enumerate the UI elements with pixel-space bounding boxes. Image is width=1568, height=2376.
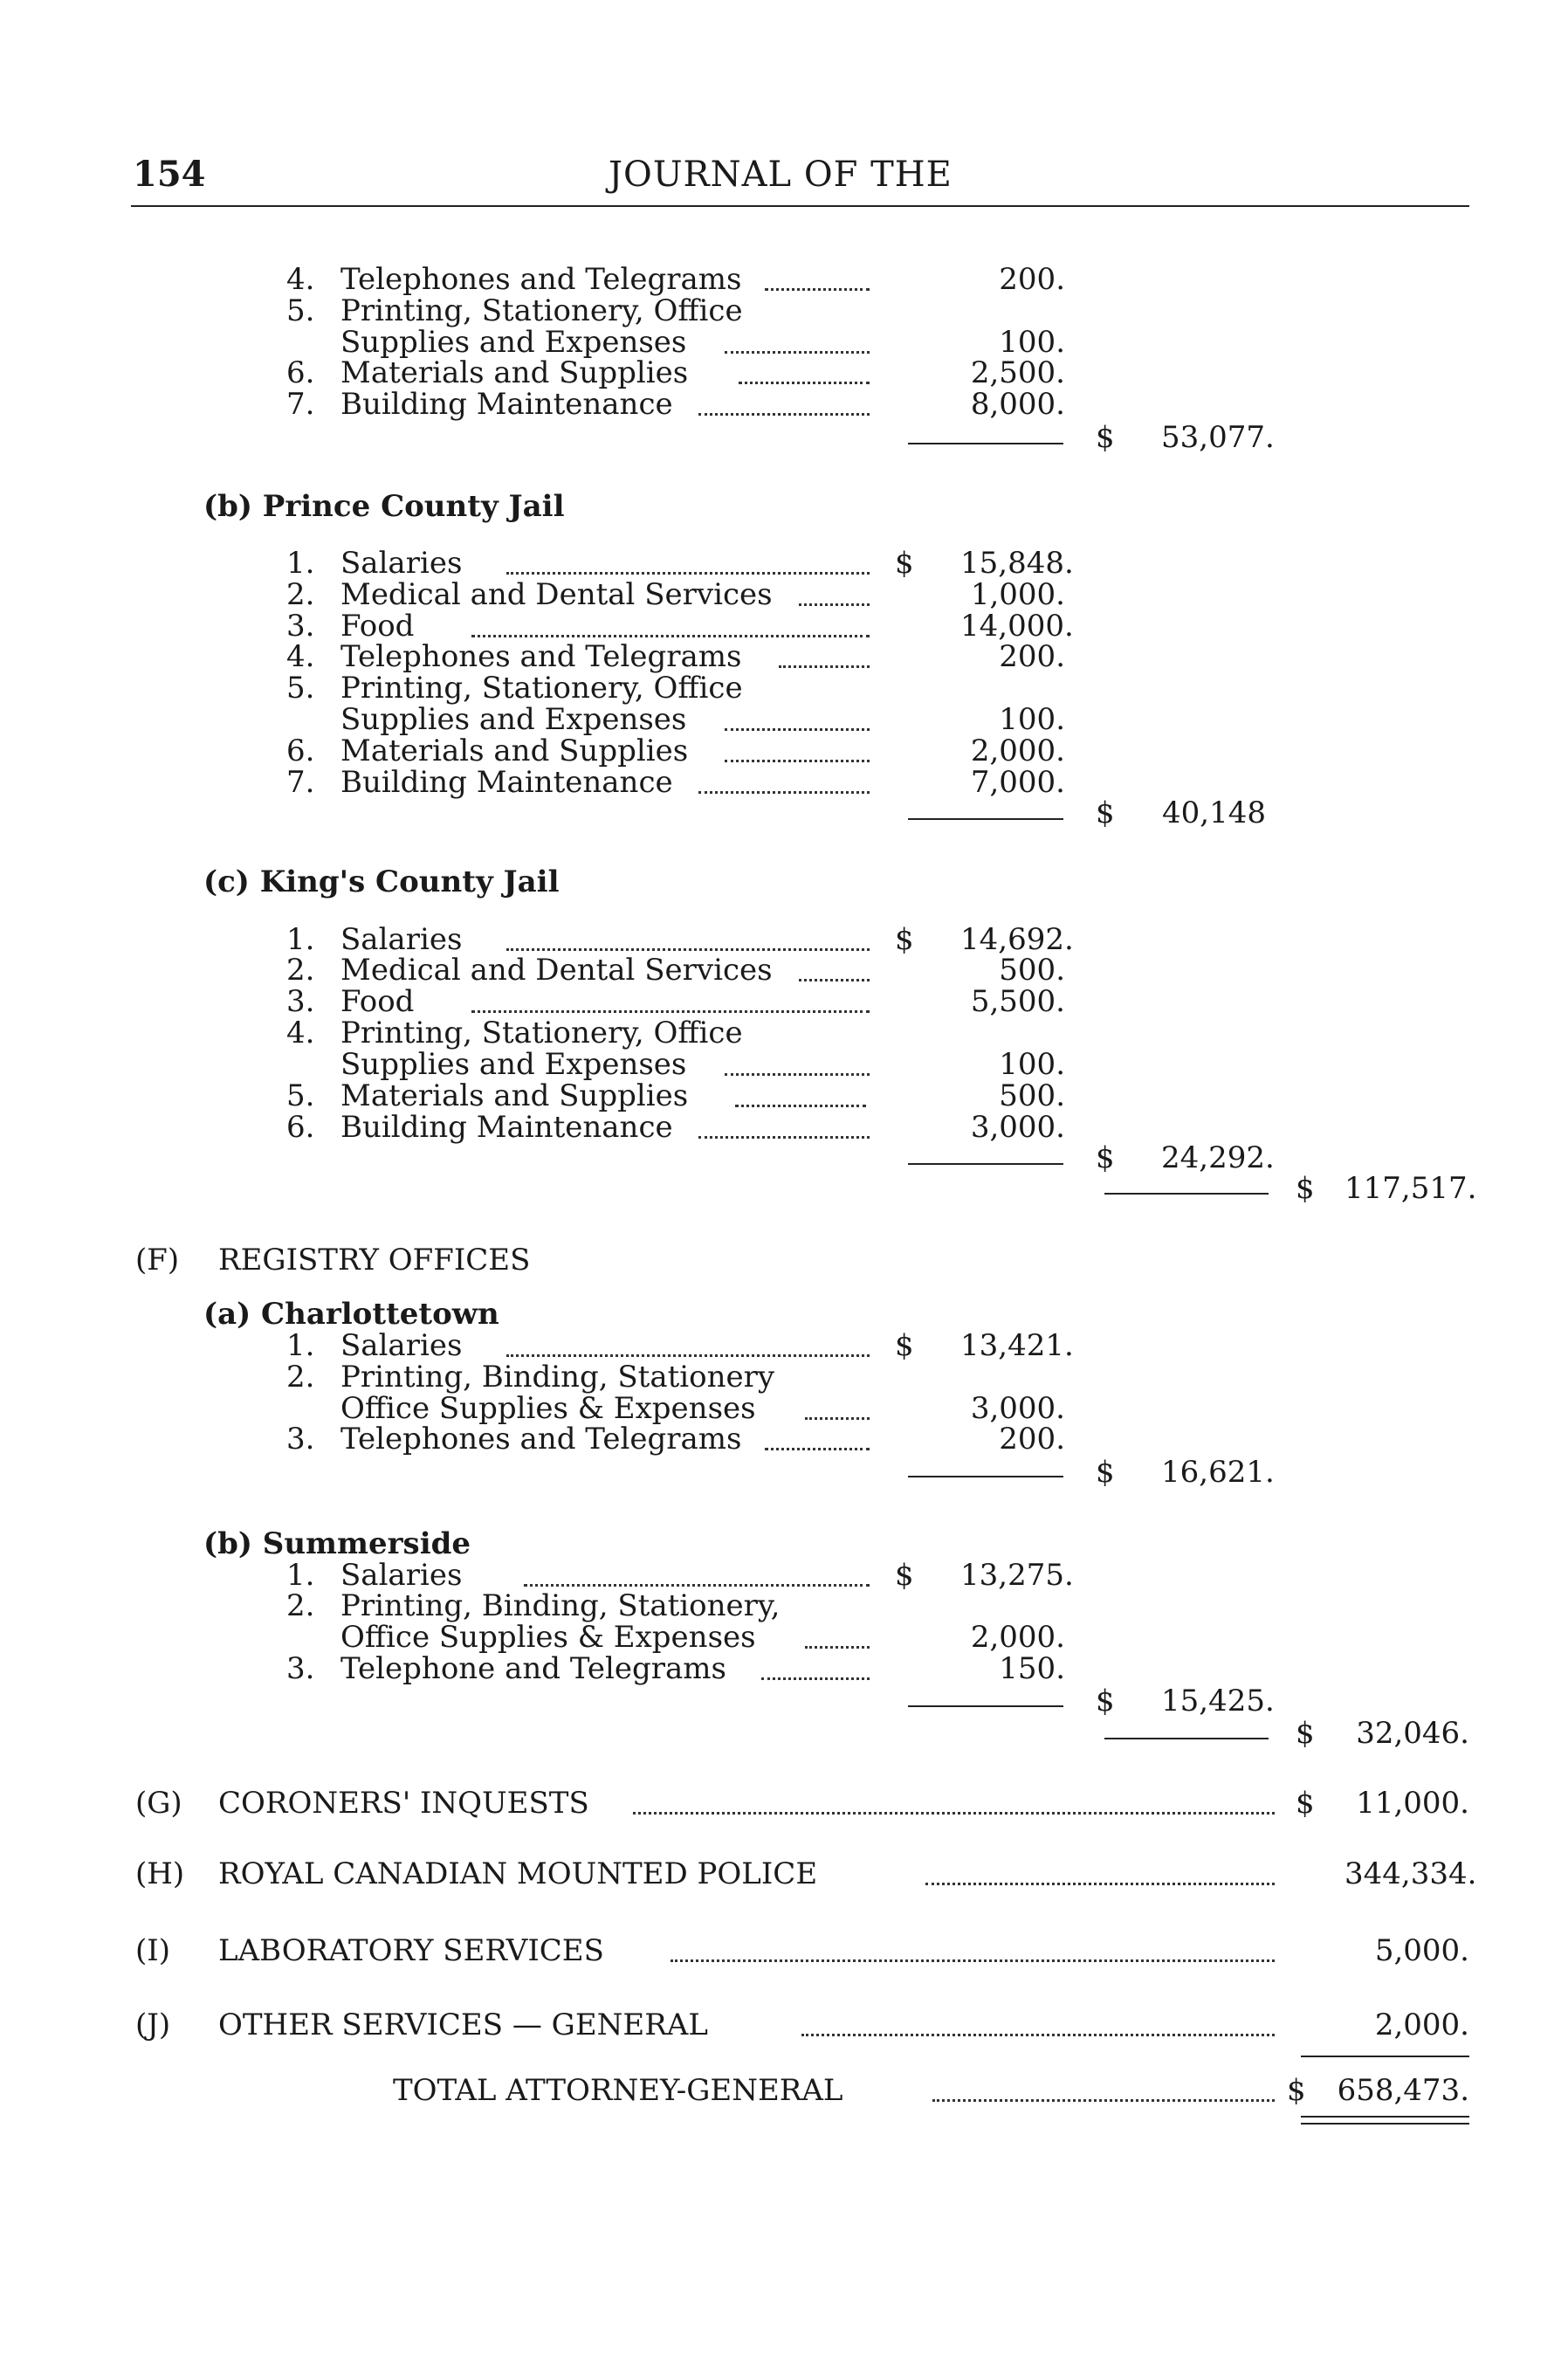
subtotal-rule (908, 443, 1063, 444)
item-number: 6. (286, 733, 315, 768)
leader-dots (799, 979, 870, 981)
item-number: 2. (286, 1360, 315, 1395)
item-amount: 15,848. (960, 546, 1074, 581)
item-amount: 500. (999, 953, 1065, 988)
item-amount: 2,000. (970, 733, 1065, 768)
item-number: 1. (286, 922, 315, 957)
leader-dots (633, 1812, 1275, 1815)
section-letter: (F) (135, 1243, 180, 1278)
item-label: Materials and Supplies (340, 1078, 689, 1113)
item-number: 3. (286, 1651, 315, 1686)
item-label: Printing, Stationery, Office (340, 1016, 743, 1050)
section-amount: 11,000. (1356, 1786, 1469, 1821)
subtotal-amount: 16,621. (1161, 1455, 1275, 1490)
item-number: 4. (286, 262, 315, 297)
item-label: Telephones and Telegrams (340, 639, 742, 674)
item-number: 5. (286, 293, 315, 328)
leader-dots (735, 1105, 866, 1107)
item-label: Printing, Binding, Stationery, (340, 1588, 781, 1623)
total-rule (1104, 1193, 1269, 1195)
leader-dots (698, 1136, 870, 1139)
header-rule (131, 205, 1469, 207)
group-total-amount: 32,046. (1356, 1716, 1469, 1751)
section-title: REGISTRY OFFICES (218, 1243, 531, 1278)
item-number: 7. (286, 765, 315, 800)
dollar-sign: $ (895, 546, 914, 581)
item-amount: 100. (999, 325, 1065, 360)
leader-dots (805, 1417, 870, 1420)
item-amount: 13,275. (960, 1558, 1074, 1593)
item-number: 1. (286, 1328, 315, 1363)
section-title: (b) Prince County Jail (203, 489, 565, 524)
item-amount: 2,500. (970, 355, 1065, 390)
item-amount: 200. (999, 262, 1065, 297)
leader-dots (471, 635, 870, 637)
section-letter: (G) (135, 1786, 182, 1821)
leader-dots (506, 572, 870, 575)
total-amount: 658,473. (1337, 2073, 1469, 2108)
section-amount: 2,000. (1374, 2008, 1469, 2042)
item-number: 5. (286, 671, 315, 706)
section-title: (c) King's County Jail (203, 864, 560, 899)
item-number: 7. (286, 387, 315, 422)
running-title: JOURNAL OF THE (609, 155, 952, 195)
item-amount: 3,000. (970, 1110, 1065, 1145)
dollar-sign: $ (1096, 1684, 1115, 1718)
section-amount: 344,334. (1344, 1856, 1477, 1891)
group-total-amount: 117,517. (1344, 1171, 1477, 1206)
section-amount: 5,000. (1374, 1933, 1469, 1968)
item-number: 5. (286, 1078, 315, 1113)
leader-dots (725, 760, 870, 762)
item-amount: 8,000. (970, 387, 1065, 422)
item-amount: 2,000. (970, 1620, 1065, 1655)
item-label: Telephones and Telegrams (340, 1422, 742, 1457)
item-amount: 13,421. (960, 1328, 1074, 1363)
leader-dots (765, 1448, 870, 1450)
leader-dots (725, 1073, 870, 1076)
item-number: 4. (286, 1016, 315, 1050)
item-number: 2. (286, 1588, 315, 1623)
total-rule (1104, 1738, 1269, 1739)
item-amount: 200. (999, 1422, 1065, 1457)
section-title: OTHER SERVICES — GENERAL (218, 2008, 708, 2042)
section-letter: (J) (135, 2008, 171, 2042)
subtotal-rule (908, 1163, 1063, 1165)
item-amount: 200. (999, 639, 1065, 674)
item-amount: 150. (999, 1651, 1065, 1686)
item-label: Materials and Supplies (340, 733, 689, 768)
item-number: 6. (286, 355, 315, 390)
leader-dots (761, 1677, 870, 1680)
item-label-continued: Supplies and Expenses (340, 702, 687, 737)
item-number: 3. (286, 984, 315, 1019)
subtotal-amount: 53,077. (1161, 420, 1275, 455)
leader-dots (801, 2034, 1275, 2036)
item-label: Telephone and Telegrams (340, 1651, 726, 1686)
subsection-title: (b) Summerside (203, 1526, 471, 1561)
dollar-sign: $ (1096, 1455, 1115, 1490)
leader-dots (765, 288, 870, 291)
item-label: Salaries (340, 1558, 463, 1593)
leader-dots (932, 2099, 1275, 2102)
leader-dots (779, 665, 870, 668)
subtotal-rule (908, 1705, 1063, 1707)
leader-dots (671, 1959, 1275, 1962)
item-amount: 7,000. (970, 765, 1065, 800)
item-label: Salaries (340, 546, 463, 581)
item-number: 1. (286, 1558, 315, 1593)
item-number: 2. (286, 577, 315, 612)
leader-dots (698, 791, 870, 794)
item-number: 3. (286, 1422, 315, 1457)
total-label: TOTAL ATTORNEY-GENERAL (393, 2073, 843, 2108)
item-amount: 100. (999, 702, 1065, 737)
item-label-continued: Office Supplies & Expenses (340, 1620, 756, 1655)
item-label: Telephones and Telegrams (340, 262, 742, 297)
item-number: 2. (286, 953, 315, 988)
item-label: Printing, Stationery, Office (340, 293, 743, 328)
subtotal-amount: 24,292. (1161, 1140, 1275, 1175)
item-label: Printing, Stationery, Office (340, 671, 743, 706)
dollar-sign: $ (895, 922, 914, 957)
item-label: Medical and Dental Services (340, 577, 773, 612)
item-label: Food (340, 984, 415, 1019)
item-amount: 14,000. (960, 609, 1074, 644)
item-label-continued: Supplies and Expenses (340, 1047, 687, 1082)
page-number: 154 (133, 154, 206, 195)
subtotal-rule (908, 818, 1063, 820)
item-number: 6. (286, 1110, 315, 1145)
item-label: Medical and Dental Services (340, 953, 773, 988)
section-letter: (I) (135, 1933, 170, 1968)
dollar-sign: $ (1296, 1171, 1315, 1206)
item-label: Food (340, 609, 415, 644)
item-amount: 14,692. (960, 922, 1074, 957)
dollar-sign: $ (1096, 420, 1115, 455)
dollar-sign: $ (1096, 795, 1115, 830)
leader-dots (725, 728, 870, 731)
leader-dots (725, 351, 870, 354)
subtotal-amount: 40,148 (1162, 795, 1266, 830)
section-letter: (H) (135, 1856, 185, 1891)
dollar-sign: $ (895, 1328, 914, 1363)
item-amount: 3,000. (970, 1391, 1065, 1426)
item-label: Building Maintenance (340, 1110, 673, 1145)
item-label: Building Maintenance (340, 765, 673, 800)
leader-dots (471, 1010, 870, 1013)
item-amount: 1,000. (970, 577, 1065, 612)
item-label: Salaries (340, 1328, 463, 1363)
double-rule-bottom (1301, 2123, 1469, 2125)
leader-dots (925, 1883, 1275, 1885)
section-title: CORONERS' INQUESTS (218, 1786, 589, 1821)
leader-dots (698, 413, 870, 416)
item-label: Printing, Binding, Stationery (340, 1360, 775, 1395)
item-number: 3. (286, 609, 315, 644)
section-title: LABORATORY SERVICES (218, 1933, 604, 1968)
item-label-continued: Office Supplies & Expenses (340, 1391, 756, 1426)
item-number: 1. (286, 546, 315, 581)
item-label-continued: Supplies and Expenses (340, 325, 687, 360)
section-title: ROYAL CANADIAN MOUNTED POLICE (218, 1856, 818, 1891)
subtotal-rule (908, 1476, 1063, 1477)
dollar-sign: $ (1287, 2073, 1306, 2108)
item-label: Materials and Supplies (340, 355, 689, 390)
item-label: Salaries (340, 922, 463, 957)
double-rule-top (1301, 2116, 1469, 2118)
leader-dots (506, 948, 870, 951)
item-amount: 500. (999, 1078, 1065, 1113)
leader-dots (739, 382, 870, 384)
item-number: 4. (286, 639, 315, 674)
dollar-sign: $ (1296, 1716, 1315, 1751)
item-label: Building Maintenance (340, 387, 673, 422)
leader-dots (506, 1354, 870, 1357)
total-rule (1301, 2056, 1469, 2057)
subsection-title: (a) Charlottetown (203, 1297, 499, 1332)
item-amount: 5,500. (970, 984, 1065, 1019)
dollar-sign: $ (1296, 1786, 1315, 1821)
subtotal-amount: 15,425. (1161, 1684, 1275, 1718)
leader-dots (799, 603, 870, 606)
dollar-sign: $ (895, 1558, 914, 1593)
item-amount: 100. (999, 1047, 1065, 1082)
leader-dots (805, 1646, 870, 1649)
leader-dots (524, 1584, 870, 1587)
dollar-sign: $ (1096, 1140, 1115, 1175)
